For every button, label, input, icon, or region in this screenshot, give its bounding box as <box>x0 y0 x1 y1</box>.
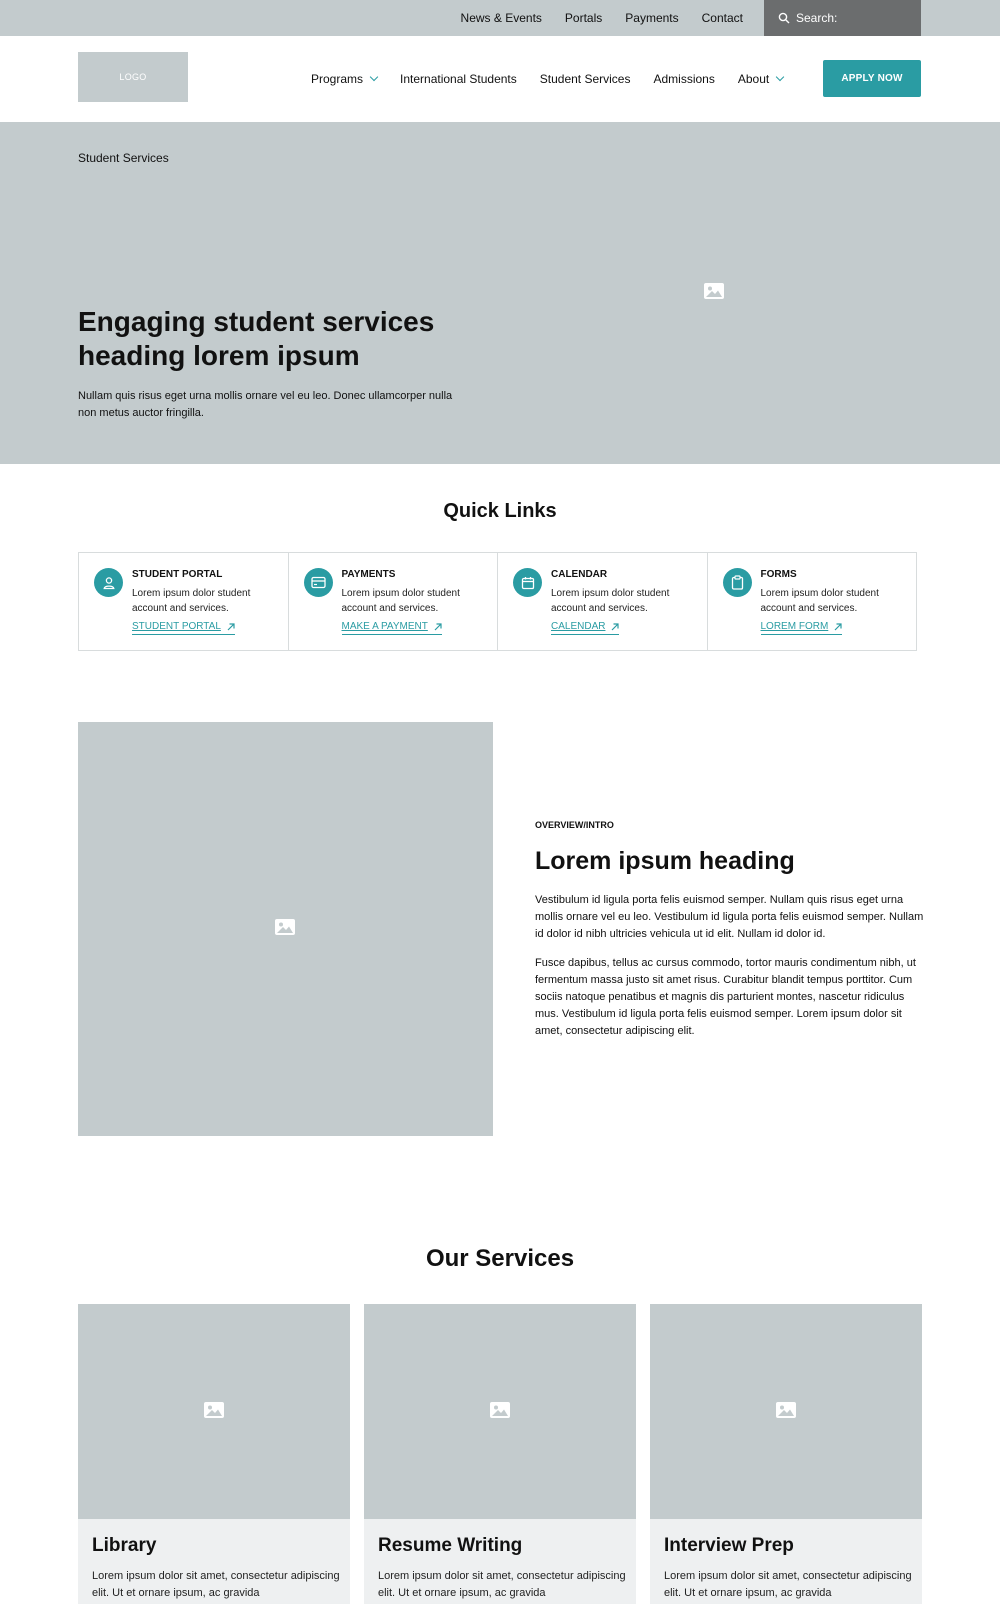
service-title: Library <box>92 1535 157 1556</box>
main-header <box>0 36 1000 122</box>
quick-link-card-calendar <box>498 553 708 650</box>
calendar-link[interactable] <box>551 621 619 635</box>
hero-subtitle: Nullam quis risus eget urna mollis ornare vel eu leo. Donec ullamcorper nulla non metus auctor fringilla. <box>78 390 453 419</box>
quick-link-card-student-portal <box>79 553 289 650</box>
service-image <box>650 1304 922 1519</box>
overview-paragraph: Fusce dapibus, tellus ac cursus commodo, tortor mauris condimentum nibh, ut fermentum massa justo sit amet risus. Curabitur blandit tempus porttitor. Cum sociis natoque penatibus et magnis dis parturient montes, nascetur ridiculus mus. Vestibulum id ligula porta felis euismod semper. Lorem ipsum dolor sit amet, consectetur adipiscing elit. <box>535 957 916 1037</box>
utility-link-portals[interactable]: Portals <box>564 11 603 25</box>
search-icon <box>778 12 790 24</box>
credit-card-icon <box>304 568 333 597</box>
service-description: Lorem ipsum dolor sit amet, consectetur adipiscing elit. Ut et ornare ipsum, ac gravida <box>378 1570 626 1599</box>
nav-item-international-students[interactable] <box>400 72 517 86</box>
page-title: Engaging student services heading lorem ipsum <box>78 306 435 371</box>
overview-image <box>78 722 493 1136</box>
clipboard-icon <box>723 568 752 597</box>
quick-link-title: STUDENT PORTAL <box>132 569 223 580</box>
arrow-up-right-icon <box>434 623 442 631</box>
quick-link-description: Lorem ipsum dolor student account and services. <box>341 588 460 614</box>
service-description: Lorem ipsum dolor sit amet, consectetur adipiscing elit. Ut et ornare ipsum, ac gravida <box>92 1570 340 1599</box>
utility-bar <box>0 0 1000 36</box>
utility-link-contact[interactable]: Contact <box>701 11 743 25</box>
service-title: Interview Prep <box>664 1535 794 1556</box>
logo[interactable]: LOGO <box>78 52 188 102</box>
quick-link-card-payments <box>289 553 499 650</box>
image-placeholder-icon <box>274 918 296 941</box>
nav-item-student-services[interactable] <box>540 72 631 86</box>
calendar-icon <box>513 568 542 597</box>
link-label: STUDENT PORTAL <box>132 621 221 632</box>
nav-item-label: Student Services <box>539 72 631 86</box>
arrow-up-right-icon <box>611 623 619 631</box>
search-input[interactable] <box>764 0 921 36</box>
link-label: LOREM FORM <box>760 621 829 632</box>
image-placeholder-icon <box>489 1401 511 1424</box>
overview-heading: Lorem ipsum heading <box>535 847 795 875</box>
quick-links-heading: Quick Links <box>443 500 557 522</box>
nav-item-programs[interactable] <box>311 72 377 86</box>
student-portal-link[interactable] <box>132 621 235 635</box>
service-description: Lorem ipsum dolor sit amet, consectetur adipiscing elit. Ut et ornare ipsum, ac gravida <box>664 1570 912 1599</box>
main-nav <box>311 72 806 86</box>
quick-link-description: Lorem ipsum dolor student account and services. <box>551 588 670 614</box>
services-heading: Our Services <box>425 1245 575 1272</box>
breadcrumb[interactable]: Student Services <box>78 151 169 165</box>
quick-link-description: Lorem ipsum dolor student account and services. <box>760 588 879 614</box>
utility-link-payments[interactable]: Payments <box>625 11 679 25</box>
lorem-form-link[interactable] <box>761 621 843 635</box>
chevron-down-icon <box>370 73 378 81</box>
apply-now-button[interactable]: APPLY NOW <box>823 60 921 97</box>
make-a-payment-link[interactable] <box>342 621 442 635</box>
service-card-resume-writing[interactable] <box>364 1304 636 1604</box>
arrow-up-right-icon <box>227 623 235 631</box>
nav-item-label: Programs <box>311 72 364 86</box>
service-card-interview-prep[interactable] <box>650 1304 922 1604</box>
service-image <box>78 1304 350 1519</box>
chevron-down-icon <box>776 73 784 81</box>
nav-item-label: Admissions <box>653 72 715 86</box>
utility-nav <box>461 0 743 36</box>
quick-link-title: FORMS <box>760 569 797 580</box>
arrow-up-right-icon <box>834 623 842 631</box>
quick-link-card-forms <box>708 553 917 650</box>
image-placeholder-icon <box>775 1401 797 1424</box>
service-title: Resume Writing <box>378 1535 523 1556</box>
overview-paragraph: Vestibulum id ligula porta felis euismod semper. Nullam quis risus eget urna mollis ornare vel eu leo. Vestibulum id ligula porta felis euismod semper. Nullam id dolor id nibh ultricies vehicula ut id elit. Nullam id dolor id. <box>535 894 924 940</box>
hero <box>0 122 1000 464</box>
nav-item-label: International Students <box>400 72 517 86</box>
nav-item-label: About <box>737 72 770 86</box>
utility-link-news-events[interactable]: News & Events <box>460 11 542 25</box>
quick-link-title: CALENDAR <box>551 569 608 580</box>
image-placeholder-icon <box>703 282 725 305</box>
service-card-library[interactable] <box>78 1304 350 1604</box>
image-placeholder-icon <box>203 1401 225 1424</box>
quick-link-title: PAYMENTS <box>341 569 396 580</box>
link-label: MAKE A PAYMENT <box>341 621 428 632</box>
service-image <box>364 1304 636 1519</box>
nav-item-admissions[interactable] <box>653 72 714 86</box>
quick-links <box>78 552 917 651</box>
quick-link-description: Lorem ipsum dolor student account and services. <box>132 588 251 614</box>
nav-item-about[interactable] <box>738 72 783 86</box>
search-label: Search: <box>796 11 838 25</box>
user-icon <box>94 568 123 597</box>
overview-eyebrow: OVERVIEW/INTRO <box>535 820 614 830</box>
link-label: CALENDAR <box>551 621 606 632</box>
